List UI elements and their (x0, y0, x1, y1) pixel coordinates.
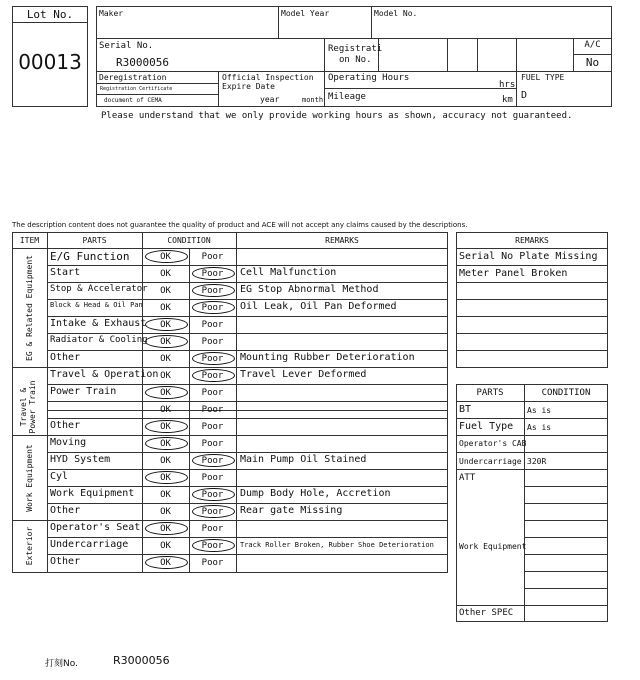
group-label: Travel & Power Train (19, 380, 37, 434)
undercarriage-condition: 320R (527, 457, 547, 466)
ok-circle-mark (145, 335, 188, 348)
att-label: ATT (459, 473, 476, 483)
part-name: Stop & Accelerator (50, 284, 148, 294)
bt-condition: As is (527, 406, 552, 415)
poor-option: Poor (201, 473, 224, 483)
ac-value: No (585, 56, 600, 69)
fuel-type-label: FUEL TYPE (521, 73, 565, 82)
year-label: year (260, 95, 280, 104)
ok-option: OK (160, 558, 171, 568)
ok-circle-mark (145, 318, 188, 331)
right-remarks-header: REMARKS (515, 236, 549, 245)
poor-option: Poor (201, 354, 224, 364)
hours-note: Please understand that we only provide working hours as shown, accuracy not guaranteed. (101, 111, 573, 121)
reg-cert-label: Registration Certificate (100, 86, 173, 92)
undercarriage-label: Undercarriage (459, 457, 522, 466)
ok-circle-mark (145, 250, 188, 263)
operator-cab-label: Operator's CAB (459, 439, 527, 448)
remark-text: Rear gate Missing (240, 505, 343, 516)
poor-circle-mark (192, 284, 235, 297)
right-remark-item: Serial No Plate Missing (459, 251, 598, 262)
month-label: month (302, 96, 324, 104)
ok-option: OK (160, 422, 171, 432)
poor-option: Poor (201, 252, 224, 262)
ok-option: OK (160, 541, 171, 551)
poor-option: Poor (201, 303, 224, 313)
serial-value: R3000056 (116, 56, 169, 69)
condition-col-header: CONDITION (541, 388, 591, 398)
part-name: Cyl (50, 471, 69, 482)
condition-header: CONDITION (167, 236, 211, 245)
model-year-label: Model Year (281, 9, 330, 18)
part-name: Other (50, 420, 81, 431)
part-name: Intake & Exhaust (50, 318, 147, 329)
ok-circle-mark (145, 471, 188, 484)
fuel-type-part-label: Fuel Type (459, 421, 514, 432)
ok-option: OK (160, 456, 171, 466)
operating-hours-label: Operating Hours (328, 73, 410, 83)
ok-option: OK (160, 524, 171, 534)
remark-text: Mounting Rubber Deterioration (240, 352, 415, 363)
ok-option: OK (160, 405, 171, 415)
part-name: Block & Head & Oil Pan (50, 301, 143, 309)
poor-option: Poor (201, 490, 224, 500)
ok-option: OK (160, 473, 171, 483)
ok-circle-mark (145, 386, 188, 399)
official-inspection-label: Official Inspection (222, 73, 314, 82)
ok-option: OK (160, 507, 171, 517)
part-name: E/G Function (50, 250, 130, 263)
ok-circle-mark (145, 437, 188, 450)
remarks-header: REMARKS (325, 236, 359, 245)
poor-option: Poor (201, 422, 224, 432)
right-remark-item: Meter Panel Broken (459, 268, 568, 279)
part-name: Other (50, 505, 81, 516)
deregistration-label: Deregistration (99, 73, 167, 82)
model-no-label: Model No. (374, 9, 418, 18)
poor-option: Poor (201, 507, 224, 517)
expire-date-label: Expire Date (222, 82, 275, 91)
part-name: Start (50, 267, 81, 278)
ok-option: OK (160, 286, 171, 296)
poor-circle-mark (192, 369, 235, 382)
poor-option: Poor (201, 524, 224, 534)
remark-text: Cell Malfunction (240, 267, 337, 278)
poor-option: Poor (201, 320, 224, 330)
part-name: Work Equipment (50, 488, 135, 499)
group-label: EG & Related Equipment (25, 255, 34, 361)
poor-option: Poor (201, 439, 224, 449)
stamp-no-value: R3000056 (113, 654, 170, 667)
fuel-type-value: D (521, 90, 528, 101)
registration-label-2: on No. (339, 55, 372, 65)
part-name: Other (50, 556, 81, 567)
remark-text: Main Pump Oil Stained (240, 454, 367, 465)
hrs-label: hrs (499, 80, 516, 90)
work-equipment-label: Work Equipment (459, 542, 527, 551)
poor-option: Poor (201, 558, 224, 568)
stamp-no-label: 打刻No. (45, 659, 78, 669)
group-label: Work Equipment (25, 444, 34, 512)
ok-circle-mark (145, 556, 188, 569)
poor-option: Poor (201, 541, 224, 551)
poor-option: Poor (201, 456, 224, 466)
fuel-type-condition: As is (527, 423, 552, 432)
remark-text: EG Stop Abnormal Method (240, 284, 379, 295)
part-name: Moving (50, 437, 87, 448)
other-spec-label: Other SPEC (459, 608, 514, 618)
parts-header: PARTS (82, 236, 107, 245)
part-name: Undercarriage (50, 539, 129, 550)
poor-option: Poor (201, 269, 224, 279)
part-name: Radiator & Cooling (50, 335, 148, 345)
registration-label-1: Registrati (328, 44, 383, 54)
poor-option: Poor (201, 286, 224, 296)
item-header: ITEM (19, 236, 40, 245)
part-name: Other (50, 352, 81, 363)
group-label: Exterior (25, 526, 34, 566)
km-label: km (502, 95, 513, 105)
ok-option: OK (160, 269, 171, 279)
cema-label: document of CEMA (104, 97, 162, 104)
serial-label: Serial No. (99, 41, 154, 51)
lot-label: Lot No. (26, 8, 74, 21)
part-name: Operator's Seat (50, 522, 141, 533)
poor-circle-mark (192, 539, 235, 552)
ok-option: OK (160, 337, 171, 347)
ok-option: OK (160, 354, 171, 364)
ok-option: OK (160, 320, 171, 330)
ok-option: OK (160, 371, 171, 381)
poor-option: Poor (201, 388, 224, 398)
mileage-label: Mileage (328, 92, 366, 102)
ok-circle-mark (145, 522, 188, 535)
poor-option: Poor (201, 337, 224, 347)
poor-circle-mark (192, 267, 235, 280)
bt-label: BT (459, 404, 472, 415)
ok-option: OK (160, 303, 171, 313)
remark-text: Track Roller Broken, Rubber Shoe Deterioration (240, 541, 434, 549)
poor-option: Poor (201, 371, 224, 381)
part-name: Power Train (50, 386, 117, 397)
ok-option: OK (160, 490, 171, 500)
remark-text: Travel Lever Deformed (240, 369, 367, 380)
part-name: HYD System (50, 454, 111, 465)
ok-option: OK (160, 439, 171, 449)
part-name: Travel & Operation (50, 369, 159, 380)
ok-circle-mark (145, 420, 188, 433)
poor-circle-mark (192, 301, 235, 314)
poor-circle-mark (192, 352, 235, 365)
poor-circle-mark (192, 488, 235, 501)
ac-label: A/C (584, 40, 601, 50)
lot-number: 00013 (18, 50, 82, 74)
ok-option: OK (160, 252, 171, 262)
remark-text: Dump Body Hole, Accretion (240, 488, 391, 499)
ok-option: OK (160, 388, 171, 398)
poor-option: Poor (201, 405, 224, 415)
disclaimer: The description content does not guarantee the quality of product and ACE will not accept any claims caused by the descriptions. (12, 221, 468, 229)
parts-col-header: PARTS (476, 388, 504, 398)
poor-circle-mark (192, 505, 235, 518)
remark-text: Oil Leak, Oil Pan Deformed (240, 301, 397, 312)
maker-label: Maker (99, 9, 124, 18)
poor-circle-mark (192, 454, 235, 467)
